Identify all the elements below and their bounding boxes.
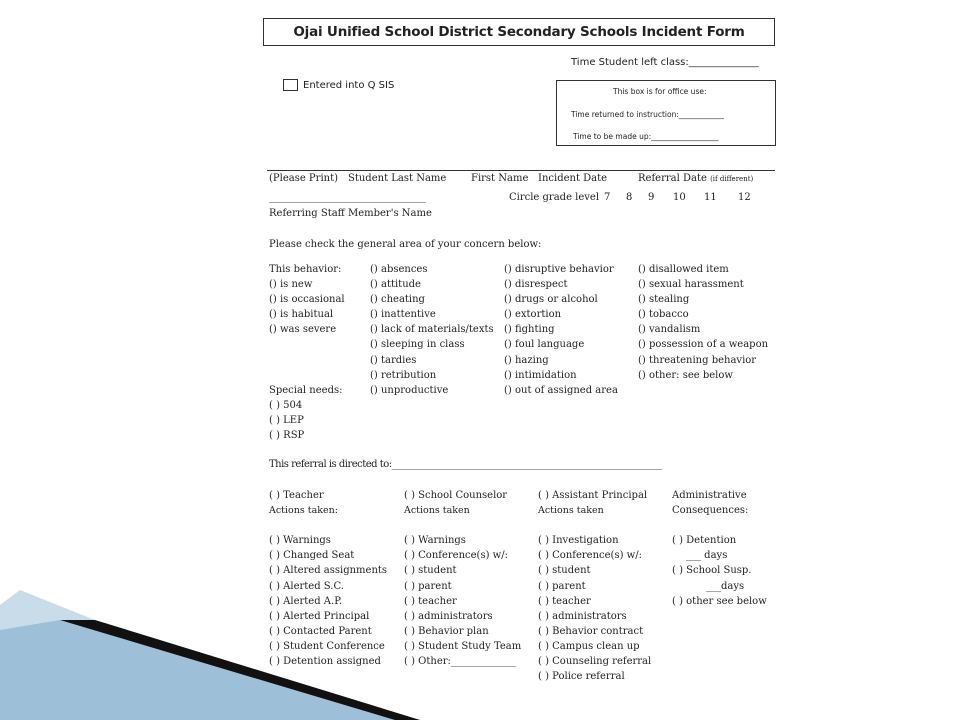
actions-taken-label: Actions taken xyxy=(538,505,604,517)
concern-option[interactable]: () threatening behavior xyxy=(638,354,757,366)
blank-row xyxy=(269,353,345,368)
concern-option[interactable]: () inattentive xyxy=(370,309,436,321)
time-returned-field[interactable]: Time returned to instruction:____________ xyxy=(571,110,724,119)
time-made-up-field[interactable]: Time to be made up:__________________ xyxy=(573,132,719,141)
admin-consequence[interactable]: ( ) Detention xyxy=(672,535,737,547)
counselor-action[interactable]: ( ) teacher xyxy=(404,595,457,607)
concern-option[interactable]: () other: see below xyxy=(638,369,733,381)
concern-option[interactable]: () disruptive behavior xyxy=(504,264,614,275)
referral-directed-to-field[interactable]: This referral is directed to:____________________________________________________________ xyxy=(269,459,662,470)
teacher-action[interactable]: ( ) Alerted S.C. xyxy=(269,580,344,592)
teacher-action[interactable]: ( ) Alerted Principal xyxy=(269,610,370,622)
teacher-action[interactable]: ( ) Changed Seat xyxy=(269,550,355,562)
blank-row xyxy=(269,337,345,352)
concern-option[interactable]: () disrespect xyxy=(504,279,568,291)
entered-qsis-label: Entered into Q SIS xyxy=(303,80,395,91)
concern-option[interactable]: () cheating xyxy=(370,294,425,306)
concern-option[interactable]: () possession of a weapon xyxy=(638,339,769,351)
check-area-instruction: Please check the general area of your concern below: xyxy=(269,239,542,250)
ap-action[interactable]: ( ) Counseling referral xyxy=(538,656,652,668)
administrative-consequences-column xyxy=(672,488,767,609)
grade-9[interactable]: 9 xyxy=(648,192,655,203)
grade-10[interactable]: 10 xyxy=(673,192,686,203)
last-name-label: Student Last Name xyxy=(348,173,447,184)
counselor-action[interactable]: ( ) parent xyxy=(404,580,452,592)
concern-option[interactable]: () extortion xyxy=(504,309,562,321)
concern-column-1 xyxy=(370,262,494,398)
referring-staff-label: Referring Staff Member's Name xyxy=(269,208,432,219)
counselor-action[interactable]: ( ) Conference(s) w/: xyxy=(404,550,508,562)
concern-option[interactable]: () retribution xyxy=(370,369,437,381)
ap-action[interactable]: ( ) Investigation xyxy=(538,535,619,547)
ap-action[interactable]: ( ) Police referral xyxy=(538,671,625,683)
ap-action[interactable]: ( ) teacher xyxy=(538,595,591,607)
ap-action[interactable]: ( ) Conference(s) w/: xyxy=(538,550,642,562)
concern-option[interactable]: () tardies xyxy=(370,354,417,366)
concern-option[interactable]: () disallowed item xyxy=(638,264,729,275)
teacher-action[interactable]: ( ) Contacted Parent xyxy=(269,625,372,637)
form-title: Ojai Unified School District Secondary Schools Incident Form xyxy=(263,18,775,46)
office-use-box xyxy=(556,80,776,146)
concern-option[interactable]: () lack of materials/texts xyxy=(370,324,494,336)
ap-action[interactable]: ( ) student xyxy=(538,565,591,577)
special-needs-option[interactable]: ( ) 504 xyxy=(269,399,303,411)
referral-date-label: Referral Date (if different) xyxy=(638,173,754,184)
actions-taken-label: Actions taken: xyxy=(269,505,338,517)
concern-option[interactable]: () vandalism xyxy=(638,324,701,336)
grade-11[interactable]: 11 xyxy=(704,192,717,203)
grade-level-label: Circle grade level xyxy=(509,192,600,203)
concern-option[interactable]: () intimidation xyxy=(504,369,577,381)
counselor-action[interactable]: ( ) Other:_____________ xyxy=(404,656,516,668)
time-left-class-field[interactable]: Time Student left class:______________ xyxy=(571,57,759,68)
blank-row xyxy=(404,518,521,533)
actions-taken-label: Actions taken xyxy=(404,505,470,517)
admin-heading: Consequences: xyxy=(672,505,749,517)
teacher-action[interactable]: ( ) Alerted A.P. xyxy=(269,595,343,607)
grade-8[interactable]: 8 xyxy=(626,192,633,203)
concern-option[interactable]: () tobacco xyxy=(638,309,689,321)
special-needs-option[interactable]: ( ) LEP xyxy=(269,414,304,426)
concern-option[interactable]: () sexual harassment xyxy=(638,279,744,291)
ap-action[interactable]: ( ) parent xyxy=(538,580,586,592)
detention-days-field[interactable]: ___ days xyxy=(686,550,728,562)
special-needs-heading: Special needs: xyxy=(269,384,343,396)
first-name-label: First Name xyxy=(471,173,529,184)
admin-heading: Administrative xyxy=(672,490,747,501)
office-box-heading: This box is for office use: xyxy=(613,87,707,96)
teacher-heading[interactable]: ( ) Teacher xyxy=(269,490,324,501)
special-needs-option[interactable]: ( ) RSP xyxy=(269,430,305,442)
incident-date-label: Incident Date xyxy=(538,173,608,184)
behavior-option[interactable]: () is habitual xyxy=(269,309,334,321)
counselor-action[interactable]: ( ) Student Study Team xyxy=(404,640,522,652)
concern-option[interactable]: () stealing xyxy=(638,294,690,306)
behavior-option[interactable]: () is new xyxy=(269,279,313,291)
ap-action[interactable]: ( ) Behavior contract xyxy=(538,625,644,637)
ap-action[interactable]: ( ) Campus clean up xyxy=(538,640,640,652)
behavior-heading: This behavior: xyxy=(269,264,342,275)
concern-option[interactable]: () attitude xyxy=(370,279,421,291)
entered-qsis-checkbox[interactable] xyxy=(283,79,298,91)
ap-action[interactable]: ( ) administrators xyxy=(538,610,627,622)
concern-option[interactable]: () unproductive xyxy=(370,384,449,396)
counselor-column xyxy=(404,488,521,669)
grade-7[interactable]: 7 xyxy=(604,192,611,203)
behavior-option[interactable]: () was severe xyxy=(269,324,337,336)
teacher-action[interactable]: ( ) Detention assigned xyxy=(269,656,381,668)
decorative-wedge xyxy=(0,590,420,720)
blank-row xyxy=(269,368,345,383)
counselor-action[interactable]: ( ) Behavior plan xyxy=(404,625,489,637)
suspension-days-field[interactable]: ___days xyxy=(706,580,745,592)
concern-column-2 xyxy=(504,262,618,398)
behavior-column xyxy=(269,262,345,443)
admin-consequence[interactable]: ( ) School Susp. xyxy=(672,565,752,577)
section-divider xyxy=(267,170,775,171)
teacher-action[interactable]: ( ) Student Conference xyxy=(269,640,385,652)
counselor-heading[interactable]: ( ) School Counselor xyxy=(404,490,508,501)
assistant-principal-heading[interactable]: ( ) Assistant Principal xyxy=(538,490,648,501)
counselor-action[interactable]: ( ) Warnings xyxy=(404,535,466,547)
counselor-action[interactable]: ( ) administrators xyxy=(404,610,493,622)
concern-option[interactable]: () sleeping in class xyxy=(370,339,465,351)
blank-row xyxy=(269,518,387,533)
blank-row xyxy=(538,518,651,533)
grade-12[interactable]: 12 xyxy=(738,192,751,203)
concern-option[interactable]: () drugs or alcohol xyxy=(504,294,598,306)
please-print-label: (Please Print) xyxy=(269,173,339,184)
concern-option[interactable]: () fighting xyxy=(504,324,555,336)
concern-option[interactable]: () absences xyxy=(370,264,428,275)
assistant-principal-column xyxy=(538,488,651,684)
student-name-line[interactable]: _______________________________________ xyxy=(269,192,425,203)
blank-row xyxy=(672,518,767,533)
teacher-action[interactable]: ( ) Warnings xyxy=(269,535,331,547)
teacher-action[interactable]: ( ) Altered assignments xyxy=(269,565,388,577)
concern-option[interactable]: () hazing xyxy=(504,354,549,366)
concern-option[interactable]: () out of assigned area xyxy=(504,384,618,396)
admin-consequence[interactable]: ( ) other see below xyxy=(672,595,767,607)
behavior-option[interactable]: () is occasional xyxy=(269,294,345,306)
counselor-action[interactable]: ( ) student xyxy=(404,565,457,577)
concern-option[interactable]: () foul language xyxy=(504,339,585,351)
concern-column-3 xyxy=(638,262,768,383)
